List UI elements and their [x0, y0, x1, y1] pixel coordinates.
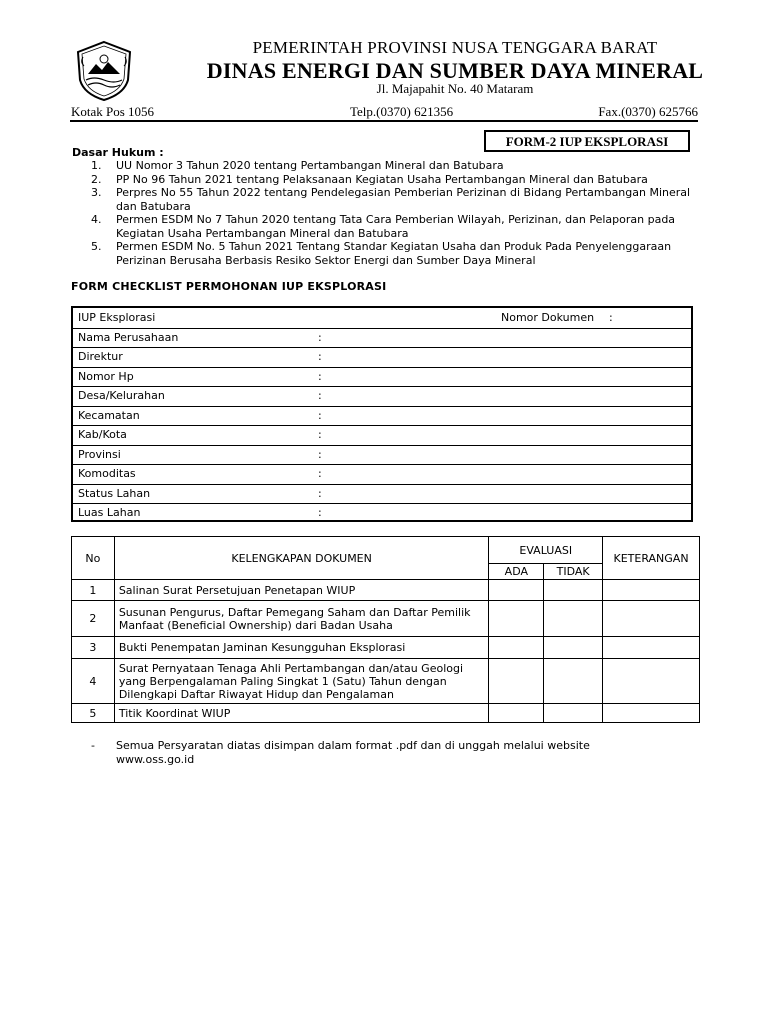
table-row: 2 Susunan Pengurus, Daftar Pemegang Saham dan Daftar Pemilik Manfaat (Beneficial Ownership) dari Badan Usaha [72, 601, 700, 637]
column-header-documents: KELENGKAPAN DOKUMEN [114, 537, 489, 580]
info-row: Direktur : [73, 347, 691, 368]
tidak-cell[interactable] [544, 601, 603, 637]
fax-number: Fax.(0370) 625766 [598, 104, 698, 119]
column-header-notes: KETERANGAN [603, 537, 700, 580]
notes-cell[interactable] [603, 704, 700, 723]
table-row: 4 Surat Pernyataan Tenaga Ahli Pertambangan dan/atau Geologi yang Berpengalaman Paling Singkat 1 (Satu) Tahun dengan Dilengkapi Daftar Riwayat Hidup dan Pengalaman [72, 659, 700, 704]
column-header-tidak: TIDAK [544, 564, 603, 580]
notes-cell[interactable] [603, 637, 700, 659]
provincial-emblem-icon [74, 40, 134, 102]
notes-cell[interactable] [603, 659, 700, 704]
checklist-title: FORM CHECKLIST PERMOHONAN IUP EKSPLORASI [71, 280, 387, 293]
info-row: Nama Perusahaan : [73, 328, 691, 349]
legal-basis-list [91, 159, 699, 267]
info-row: Luas Lahan : [78, 506, 322, 519]
info-row: Komoditas : [73, 464, 691, 485]
tidak-cell[interactable] [544, 704, 603, 723]
info-row: Nomor Hp : [73, 367, 691, 388]
government-name: PEMERINTAH PROVINSI NUSA TENGGARA BARAT [252, 38, 658, 57]
list-item: 2. PP No 96 Tahun 2021 tentang Pelaksanaan Kegiatan Usaha Pertambangan Mineral dan Batubara [91, 172, 648, 186]
header-divider [70, 120, 698, 122]
info-row: Kab/Kota : [73, 425, 691, 446]
table-row: 1 Salinan Surat Persetujuan Penetapan WIUP [72, 580, 700, 601]
agency-name: DINAS ENERGI DAN SUMBER DAYA MINERAL [206, 58, 704, 83]
ada-cell[interactable] [489, 601, 544, 637]
info-row: Provinsi : [73, 445, 691, 466]
legal-basis-title: Dasar Hukum : [72, 146, 164, 159]
info-row: Status Lahan : [73, 484, 691, 505]
ada-cell[interactable] [489, 659, 544, 704]
form-label: FORM-2 IUP EKSPLORASI [484, 130, 690, 152]
column-header-no: No [72, 537, 115, 580]
notes-cell[interactable] [603, 580, 700, 601]
column-header-ada: ADA [489, 564, 544, 580]
agency-address: Jl. Majapahit No. 40 Mataram [376, 81, 534, 96]
tidak-cell[interactable] [544, 637, 603, 659]
table-row: 3 Bukti Penempatan Jaminan Kesungguhan Eksplorasi [72, 637, 700, 659]
tidak-cell[interactable] [544, 580, 603, 601]
info-row: Desa/Kelurahan : [73, 386, 691, 407]
info-row-iup: IUP Eksplorasi Nomor Dokumen : [73, 308, 691, 329]
table-row: 5 Titik Koordinat WIUP [72, 704, 700, 723]
list-item: 4. Permen ESDM No 7 Tahun 2020 tentang Tata Cara Pemberian Wilayah, Perizinan, dan Pelaporan pada Kegiatan Usaha Pertambangan Mineral dan Batubara [91, 213, 676, 240]
phone-number: Telp.(0370) 621356 [350, 104, 454, 119]
list-item: 1. UU Nomor 3 Tahun 2020 tentang Pertambangan Mineral dan Batubara [91, 159, 504, 172]
documents-table [71, 536, 700, 723]
po-box: Kotak Pos 1056 [71, 104, 155, 119]
tidak-cell[interactable] [544, 659, 603, 704]
applicant-info-box [71, 306, 693, 522]
ada-cell[interactable] [489, 637, 544, 659]
ada-cell[interactable] [489, 704, 544, 723]
info-row: Kecamatan : [73, 406, 691, 427]
ada-cell[interactable] [489, 580, 544, 601]
list-item: 3. Perpres No 55 Tahun 2022 tentang Pendelegasian Pemberian Perizinan di Bidang Pertambangan Mineral dan Batubara [91, 186, 691, 213]
notes-cell[interactable] [603, 601, 700, 637]
list-item: 5. Permen ESDM No. 5 Tahun 2021 Tentang Standar Kegiatan Usaha dan Produk Pada Penyelenggaraan Perizinan Berusaha Berbasis Resiko Sektor Energi dan Sumber Daya Mineral [91, 240, 672, 267]
column-header-evaluation: EVALUASI [489, 537, 603, 564]
